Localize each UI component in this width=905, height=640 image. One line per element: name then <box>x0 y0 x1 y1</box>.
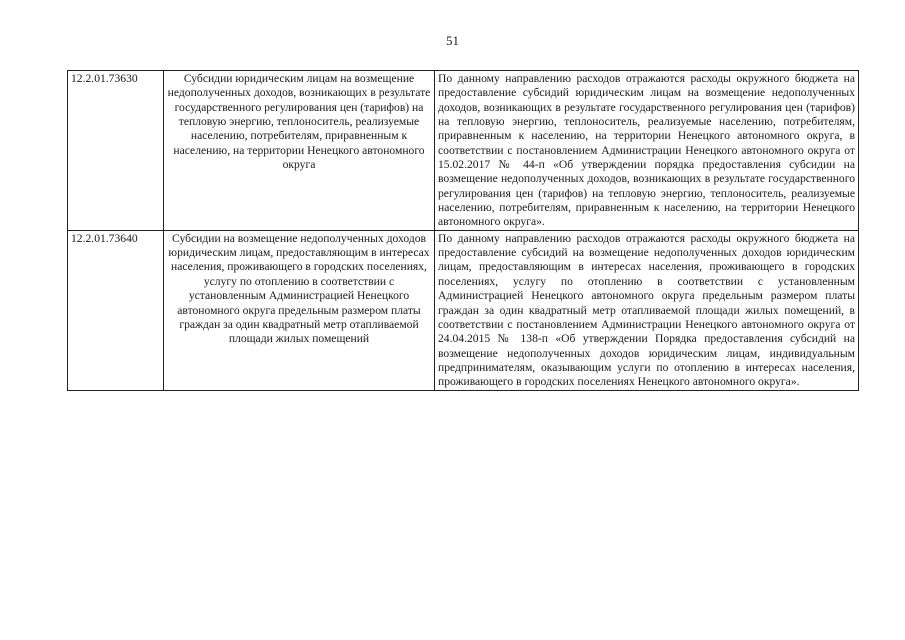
expense-description-cell: По данному направлению расходов отражаются расходы окружного бюджета на предоставление субсидий на возмещение недополученных доходов юридическим лицам, предоставляющим в интересах населения, проживающего в городских поселениях, услугу по отоплению в соответствии с установленным Администрацией Ненецкого автономного округа предельным размером платы граждан за один квадратный метр отапливаемой площади жилых помещений, в соответствии с постановлением Администрации Ненецкого автономного округа от 24.04.2015 № 138-п «Об утверждении Порядка предоставления субсидий на возмещение недополученных доходов юридическим лицам, индивидуальным предпринимателям, оказывающим услуги по отоплению в интересах населения, проживающего в городских поселениях Ненецкого автономного округа». <box>435 230 859 390</box>
expense-code-cell: 12.2.01.73630 <box>68 71 164 231</box>
table-row <box>68 71 859 231</box>
expense-code-cell: 12.2.01.73640 <box>68 230 164 390</box>
expense-description-cell: По данному направлению расходов отражаются расходы окружного бюджета на предоставление субсидий юридическим лицам на возмещение недополученных доходов, возникающих в результате государственного регулирования цен (тарифов) на тепловую энергию, теплоноситель, реализуемые населению, потребителям, приравненным к населению, на территории Ненецкого автономного округа, в соответствии с постановлением Администрации Ненецкого автономного округа от 15.02.2017 № 44-п «Об утверждении порядка предоставления субсидии на возмещение недополученных доходов, возникающих в результате государственного регулирования цен (тарифов) на тепловую энергию, теплоноситель, реализуемые населению, потребителям, приравненным к населению, на территории Ненецкого автономного округа». <box>435 71 859 231</box>
expense-name-cell: Субсидии на возмещение недополученных доходов юридическим лицам, предоставляющим в интересах населения, проживающего в городских поселениях, услугу по отоплению в соответствии с установленным Администрацией Ненецкого автономного округа предельным размером платы граждан за один квадратный метр отапливаемой площади жилых помещений <box>164 230 435 390</box>
budget-classification-table <box>67 70 859 391</box>
expense-name-cell: Субсидии юридическим лицам на возмещение недополученных доходов, возникающих в результате государственного регулирования цен (тарифов) на тепловую энергию, теплоноситель, реализуемые населению, потребителям, приравненным к населению, на территории Ненецкого автономного округа <box>164 71 435 231</box>
table-row <box>68 230 859 390</box>
page-number: 51 <box>446 33 459 48</box>
